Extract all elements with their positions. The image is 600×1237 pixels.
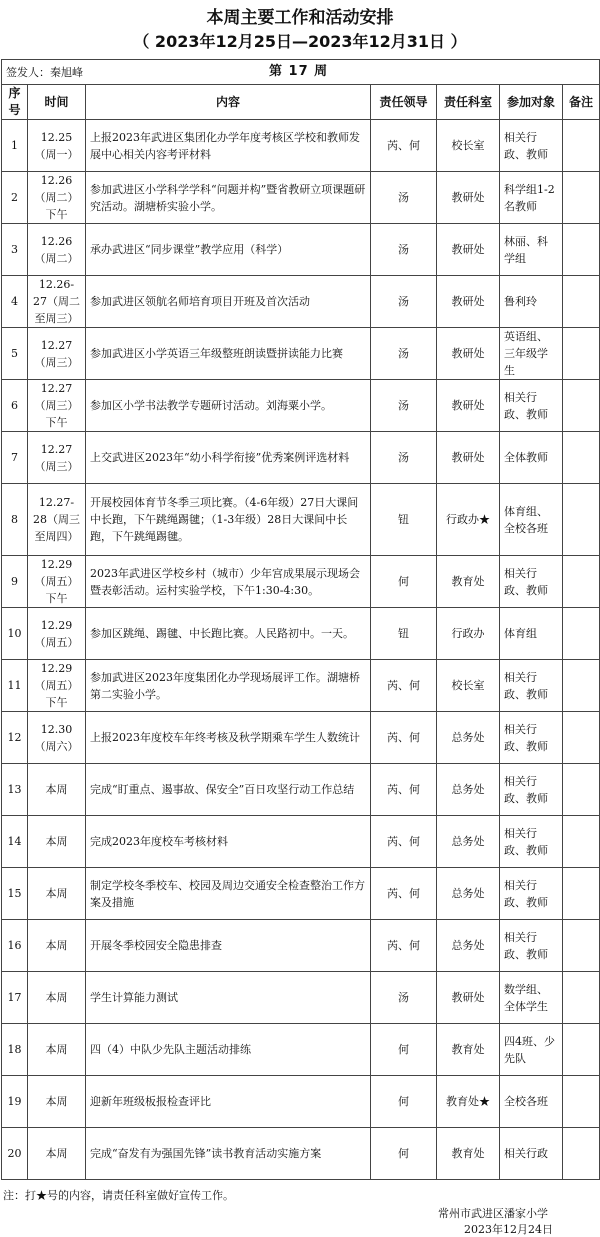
row-participants: 体育组 [500,608,563,660]
row-dept: 教研处 [437,224,500,276]
row-number: 13 [2,764,28,816]
row-number: 20 [2,1128,28,1180]
table-row [2,328,600,380]
header-dept: 责任科室 [437,85,500,120]
row-content: 完成“盯重点、遏事故、保安全”百日攻坚行动工作总结 [86,764,371,816]
row-participants: 数学组、全体学生 [500,972,563,1024]
row-number: 19 [2,1076,28,1128]
row-number: 11 [2,660,28,712]
row-number: 6 [2,380,28,432]
row-participants: 相关行政、教师 [500,380,563,432]
signer-row-blank [371,60,600,85]
row-number: 16 [2,920,28,972]
row-participants: 英语组、三年级学生 [500,328,563,380]
row-dept: 教育处 [437,1024,500,1076]
row-number: 17 [2,972,28,1024]
row-number: 2 [2,172,28,224]
table-row [2,608,600,660]
row-number: 5 [2,328,28,380]
table-row [2,224,600,276]
row-participants: 相关行政、教师 [500,868,563,920]
row-content: 迎新年班级板报检查评比 [86,1076,371,1128]
row-dept: 总务处 [437,764,500,816]
row-remarks [563,1024,600,1076]
row-content: 开展冬季校园安全隐患排查 [86,920,371,972]
row-participants: 相关行政、教师 [500,712,563,764]
page-subtitle: （ 2023年12月25日—2023年12月31日 ） [133,32,467,51]
table-row [2,712,600,764]
row-dept: 教研处 [437,380,500,432]
row-number: 1 [2,120,28,172]
schedule-table [1,59,600,1180]
row-participants: 鲁利玲 [500,276,563,328]
row-content: 承办武进区“同步课堂”教学应用（科学） [86,224,371,276]
table-row [2,1128,600,1180]
row-leader: 芮、何 [371,120,437,172]
row-time: 12.26-27（周二至周三） [28,276,86,328]
row-content: 上报2023年武进区集团化办学年度考核区学校和教师发展中心相关内容考评材料 [86,120,371,172]
school-name: 常州市武进区潘家小学 [438,1207,548,1220]
signer-text: 签发人：秦旭峰 [6,65,83,79]
row-dept: 教研处 [437,276,500,328]
row-content: 参加武进区2023年度集团化办学现场展评工作。湖塘桥第二实验小学。 [86,660,371,712]
row-participants: 相关行政 [500,1128,563,1180]
row-leader: 汤 [371,172,437,224]
signer-row [2,60,600,85]
row-leader: 芮、何 [371,868,437,920]
table-row [2,432,600,484]
row-remarks [563,172,600,224]
header-participants: 参加对象 [500,85,563,120]
row-participants: 林丽、科学组 [500,224,563,276]
row-remarks [563,712,600,764]
row-remarks [563,1076,600,1128]
row-content: 上报2023年度校车年终考核及秋学期乘车学生人数统计 [86,712,371,764]
footnote: 注：打★号的内容，请责任科室做好宣传工作。 [3,1189,234,1202]
table-row [2,556,600,608]
row-number: 15 [2,868,28,920]
row-time: 本周 [28,868,86,920]
row-participants: 相关行政、教师 [500,556,563,608]
row-time: 本周 [28,764,86,816]
row-number: 8 [2,484,28,556]
row-time: 本周 [28,972,86,1024]
issue-date: 2023年12月24日 [464,1223,553,1236]
row-leader: 汤 [371,224,437,276]
row-participants: 科学组1-2名教师 [500,172,563,224]
row-dept: 教育处 [437,1128,500,1180]
row-remarks [563,224,600,276]
table-row [2,172,600,224]
row-leader: 芮、何 [371,712,437,764]
row-participants: 相关行政、教师 [500,660,563,712]
table-row [2,660,600,712]
row-leader: 钮 [371,608,437,660]
row-time: 本周 [28,1076,86,1128]
table-row [2,920,600,972]
row-remarks [563,556,600,608]
table-row [2,484,600,556]
row-number: 18 [2,1024,28,1076]
row-remarks [563,328,600,380]
row-dept: 教研处 [437,432,500,484]
signer [2,60,371,85]
row-time: 12.26（周二）下午 [28,172,86,224]
row-dept: 总务处 [437,920,500,972]
row-time: 本周 [28,1128,86,1180]
row-dept: 总务处 [437,816,500,868]
row-remarks [563,1128,600,1180]
row-dept: 教研处 [437,328,500,380]
row-leader: 何 [371,556,437,608]
row-content: 参加武进区小学英语三年级整班朗读暨拼读能力比赛 [86,328,371,380]
row-participants: 相关行政、教师 [500,816,563,868]
row-time: 12.27-28（周三至周四） [28,484,86,556]
row-dept: 校长室 [437,660,500,712]
row-participants: 四4班、少先队 [500,1024,563,1076]
header-content: 内容 [86,85,371,120]
row-remarks [563,764,600,816]
row-time: 12.29（周五）下午 [28,660,86,712]
page-title: 本周主要工作和活动安排 [206,8,394,28]
row-time: 12.27（周三） [28,432,86,484]
row-dept: 行政办 [437,608,500,660]
row-number: 7 [2,432,28,484]
table-row [2,380,600,432]
row-remarks [563,608,600,660]
row-leader: 汤 [371,380,437,432]
row-leader: 何 [371,1024,437,1076]
row-content: 2023年武进区学校乡村（城市）少年宫成果展示现场会暨表彰活动。运村实验学校，下午1:30-4:30。 [86,556,371,608]
row-leader: 芮、何 [371,660,437,712]
row-time: 12.27（周三）下午 [28,380,86,432]
row-time: 12.29（周五）下午 [28,556,86,608]
row-remarks [563,868,600,920]
row-content: 制定学校冬季校车、校园及周边交通安全检查整治工作方案及措施 [86,868,371,920]
header-leader: 责任领导 [371,85,437,120]
row-time: 12.30（周六） [28,712,86,764]
row-dept: 校长室 [437,120,500,172]
row-number: 14 [2,816,28,868]
row-leader: 汤 [371,432,437,484]
row-dept: 总务处 [437,712,500,764]
table-row [2,276,600,328]
row-content: 参加区跳绳、踢毽、中长跑比赛。人民路初中。一天。 [86,608,371,660]
row-remarks [563,276,600,328]
row-leader: 钮 [371,484,437,556]
row-content: 开展校园体育节冬季三项比赛。（4-6年级）27日大课间中长跑，下午跳绳踢毽；（1-3年级）28日大课间中长跑，下午跳绳踢毽。 [86,484,371,556]
row-leader: 汤 [371,972,437,1024]
row-content: 参加武进区小学科学学科“问题并构”暨省教研立项课题研究活动。湖塘桥实验小学。 [86,172,371,224]
row-dept: 教研处 [437,972,500,1024]
row-participants: 相关行政、教师 [500,120,563,172]
table-row [2,764,600,816]
row-remarks [563,432,600,484]
row-content: 上交武进区2023年“幼小科学衔接”优秀案例评选材料 [86,432,371,484]
row-time: 12.27（周三） [28,328,86,380]
row-participants: 全体教师 [500,432,563,484]
row-dept: 总务处 [437,868,500,920]
row-participants: 全校各班 [500,1076,563,1128]
row-leader: 何 [371,1128,437,1180]
row-time: 12.25（周一） [28,120,86,172]
row-content: 四（4）中队少先队主题活动排练 [86,1024,371,1076]
row-content: 学生计算能力测试 [86,972,371,1024]
row-number: 12 [2,712,28,764]
row-content: 参加武进区领航名师培育项目开班及首次活动 [86,276,371,328]
row-leader: 何 [371,1076,437,1128]
row-dept: 教育处 [437,556,500,608]
row-dept: 教育处★ [437,1076,500,1128]
row-remarks [563,120,600,172]
table-row [2,120,600,172]
row-participants: 相关行政、教师 [500,920,563,972]
row-content: 完成2023年度校车考核材料 [86,816,371,868]
row-remarks [563,972,600,1024]
row-leader: 芮、何 [371,816,437,868]
row-time: 12.29（周五） [28,608,86,660]
row-number: 3 [2,224,28,276]
row-time: 本周 [28,1024,86,1076]
row-dept: 行政办★ [437,484,500,556]
table-row [2,868,600,920]
row-remarks [563,380,600,432]
row-leader: 汤 [371,328,437,380]
row-number: 10 [2,608,28,660]
row-content: 完成“奋发有为强国先锋”读书教育活动实施方案 [86,1128,371,1180]
row-leader: 芮、何 [371,764,437,816]
row-remarks [563,660,600,712]
row-leader: 汤 [371,276,437,328]
table-row [2,1024,600,1076]
row-participants: 体育组、全校各班 [500,484,563,556]
row-number: 4 [2,276,28,328]
row-time: 12.26（周二） [28,224,86,276]
row-number: 9 [2,556,28,608]
row-remarks [563,484,600,556]
row-participants: 相关行政、教师 [500,764,563,816]
table-row [2,816,600,868]
header-time: 时间 [28,85,86,120]
row-time: 本周 [28,920,86,972]
row-remarks [563,920,600,972]
row-remarks [563,816,600,868]
header-remarks: 备注 [563,85,600,120]
row-dept: 教研处 [437,172,500,224]
header-row [2,85,600,120]
row-content: 参加区小学书法教学专题研讨活动。刘海粟小学。 [86,380,371,432]
row-time: 本周 [28,816,86,868]
week-label: 第 17 周 [269,64,329,79]
header-no: 序号 [2,85,28,120]
table-row [2,1076,600,1128]
row-leader: 芮、何 [371,920,437,972]
table-row [2,972,600,1024]
